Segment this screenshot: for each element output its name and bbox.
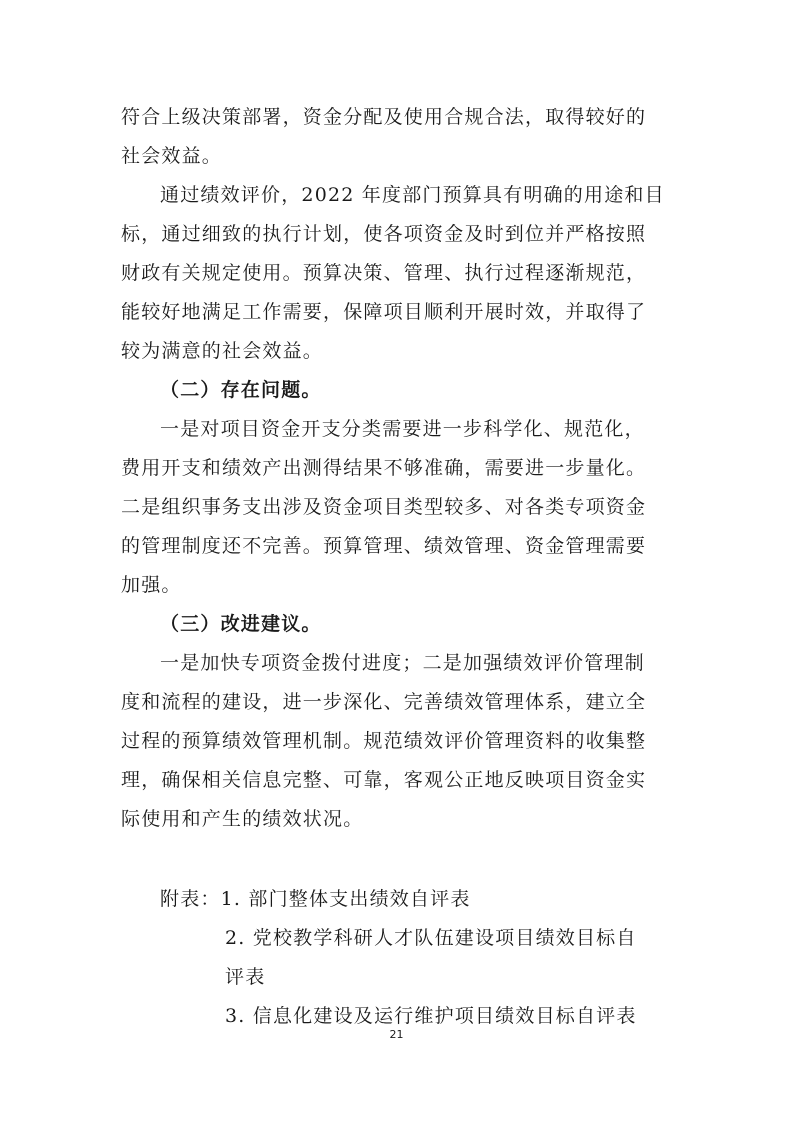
paragraph-line: 通过绩效评价，2022 年度部门预算具有明确的用途和目	[160, 184, 665, 206]
paragraph-line: 标，通过细致的执行计划，使各项资金及时到位并严格按照	[121, 223, 647, 245]
appendix-item: 附表：1. 部门整体支出绩效自评表	[160, 888, 471, 910]
paragraph-line: 能较好地满足工作需要，保障项目顺利开展时效，并取得了	[121, 301, 647, 323]
page-number: 21	[389, 1028, 404, 1041]
paragraph-line: 社会效益。	[121, 145, 223, 167]
appendix-item: 评表	[225, 966, 266, 988]
section-heading: （二）存在问题。	[160, 379, 322, 401]
appendix-item: 3. 信息化建设及运行维护项目绩效目标自评表	[225, 1005, 637, 1027]
paragraph-line: 的管理制度还不完善。预算管理、绩效管理、资金管理需要	[121, 535, 647, 557]
paragraph-line: 一是对项目资金开支分类需要进一步科学化、规范化，	[160, 418, 645, 440]
appendix-item: 2. 党校教学科研人才队伍建设项目绩效目标自	[225, 927, 637, 949]
paragraph-line: 理，确保相关信息完整、可靠，客观公正地反映项目资金实	[121, 769, 647, 791]
paragraph-line: 过程的预算绩效管理机制。规范绩效评价管理资料的收集整	[121, 730, 647, 752]
paragraph-line: 二是组织事务支出涉及资金项目类型较多、对各类专项资金	[121, 496, 647, 518]
paragraph-line: 符合上级决策部署，资金分配及使用合规合法，取得较好的	[121, 106, 647, 128]
section-heading: （三）改进建议。	[160, 613, 322, 635]
paragraph-line: 费用开支和绩效产出测得结果不够准确，需要进一步量化。	[121, 457, 647, 479]
paragraph-line: 度和流程的建设，进一步深化、完善绩效管理体系，建立全	[121, 691, 647, 713]
paragraph-line: 较为满意的社会效益。	[121, 340, 324, 362]
paragraph-line: 一是加快专项资金拨付进度；二是加强绩效评价管理制	[160, 652, 645, 674]
paragraph-line: 财政有关规定使用。预算决策、管理、执行过程逐渐规范，	[121, 262, 647, 284]
paragraph-line: 际使用和产生的绩效状况。	[121, 808, 364, 830]
paragraph-line: 加强。	[121, 574, 182, 596]
